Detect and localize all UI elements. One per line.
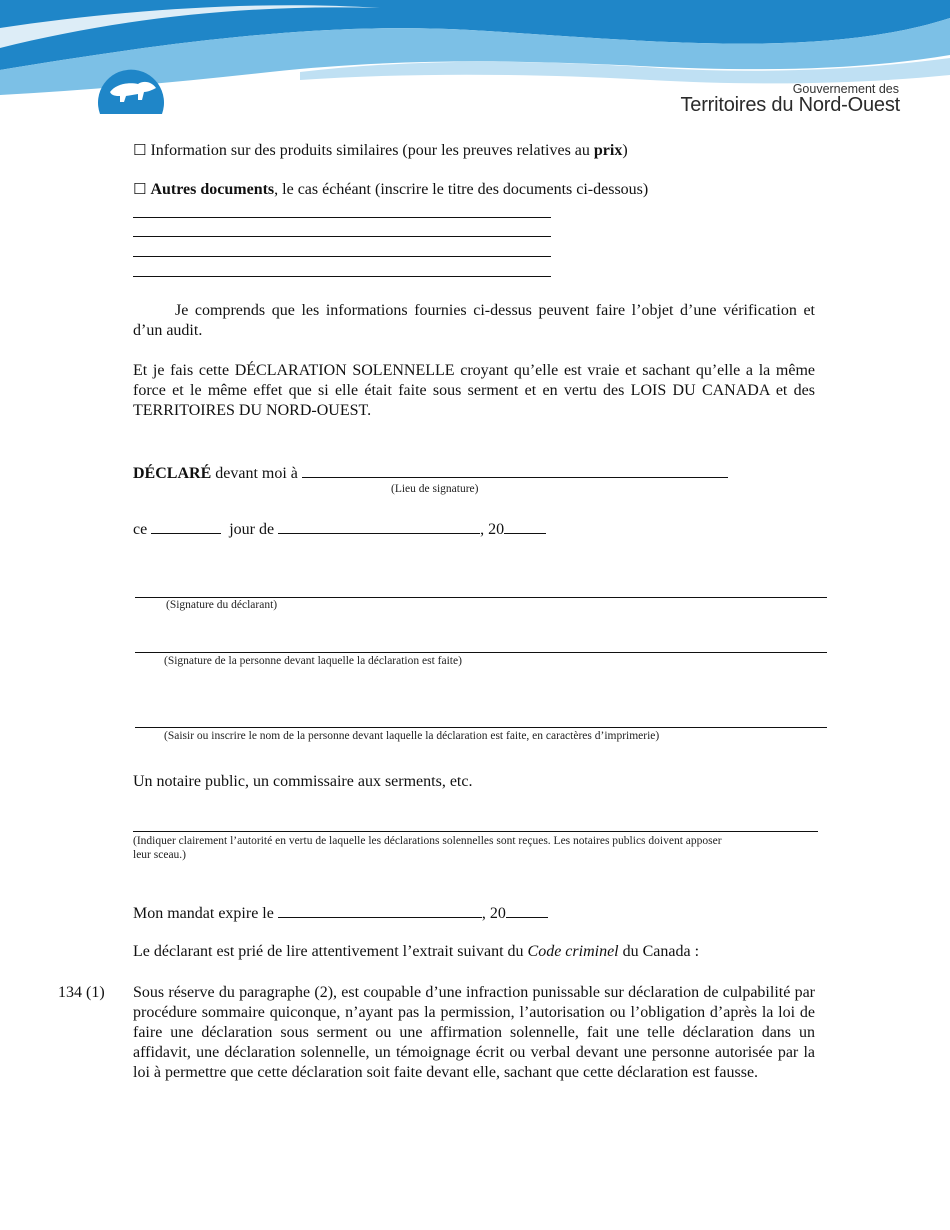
checklist-item-other-documents: ☐ Autres documents, le cas échéant (inscrire le titre des documents ci-dessous) [133,180,649,198]
government-line2: Territoires du Nord-Ouest [680,94,900,116]
declared-line: DÉCLARÉ devant moi à [133,463,728,484]
place-field[interactable] [302,463,728,478]
authority-caption-line1: (Indiquer clairement l’autorité en vertu de laquelle les déclarations solennelles sont reçues. Les notaires publics doivent apposer [133,835,722,847]
witness-signature-line[interactable] [135,652,827,653]
government-line1: Gouvernement des [792,82,899,96]
day-field[interactable] [151,519,221,534]
document-title-line[interactable] [133,276,551,277]
checkbox-icon[interactable]: ☐ [133,180,147,198]
declarant-signature-caption: (Signature du déclarant) [166,599,278,611]
witness-name-line[interactable] [135,727,827,728]
section-text: Sous réserve du paragraphe (2), est coupable d’une infraction punissable sur déclaration de culpabilité par procédure sommaire quiconque, n’ayant pas la permission, l’autorisation ou l’obligation d’après la loi de faire une déclaration sous serment ou une affirmation solennelle, fait une telle déclaration dans un affidavit, une déclaration solennelle, un témoignage écrit ou verbal devant une personne autorisée par la loi à permettre que cette déclaration soit faite devant elle, sachant que cette déclaration est fausse. [133,984,815,1081]
gnwt-logo [94,56,168,126]
witness-signature-caption: (Signature de la personne devant laquelle la déclaration est faite) [164,655,462,667]
mandate-line: Mon mandat expire le , 20 [133,903,548,924]
notary-title: Un notaire public, un commissaire aux serments, etc. [133,773,473,790]
witness-name-caption: (Saisir ou inscrire le nom de la personne devant laquelle la déclaration est faite, en caractères d’imprimerie) [164,730,660,742]
month-field[interactable] [278,519,480,534]
document-title-line[interactable] [133,236,551,237]
checklist-item-similar-products: ☐ Information sur des produits similaires (pour les preuves relatives au prix) [133,141,628,159]
authority-caption-line2: leur sceau.) [133,849,186,861]
declaration-paragraph: Et je fais cette DÉCLARATION SOLENNELLE croyant qu’elle est vraie et sachant qu’elle a la même force et le même effet que si elle était faite sous serment et en vertu des LOIS DU CANADA et des TERRITOIRES DU NORD-OUEST. [133,362,815,419]
document-title-line[interactable] [133,217,551,218]
place-caption: (Lieu de signature) [391,483,479,495]
document-title-line[interactable] [133,256,551,257]
section-number: 134 (1) [58,984,105,1001]
authority-line[interactable] [133,831,818,832]
date-line: ce jour de , 20 [133,519,546,540]
year-field[interactable] [504,519,546,534]
mandate-date-field[interactable] [278,903,482,918]
verification-paragraph: Je comprends que les informations fournies ci-dessus peuvent faire l’objet d’une vérification et d’un audit. [133,302,815,339]
criminal-code-intro: Le déclarant est prié de lire attentivement l’extrait suivant du Code criminel du Canada : [133,943,700,960]
mandate-year-field[interactable] [506,903,548,918]
checkbox-icon[interactable]: ☐ [133,141,147,159]
